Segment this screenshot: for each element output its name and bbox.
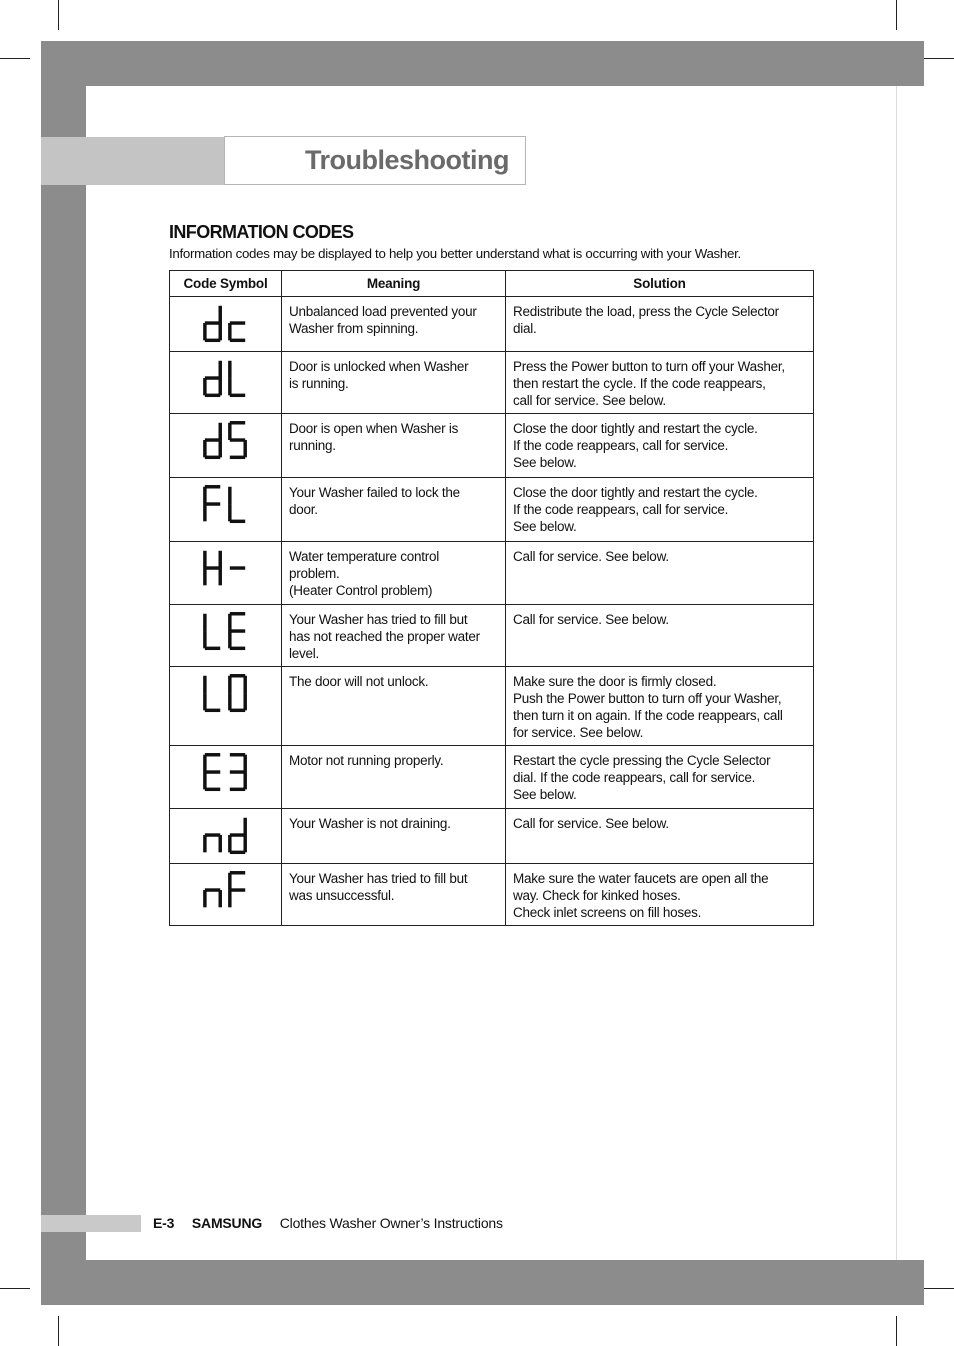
meaning-line: is running.: [289, 376, 349, 391]
solution-cell: [506, 864, 814, 926]
crop-mark: [58, 0, 59, 30]
solution-line: Redistribute the load, press the Cycle Selector: [513, 304, 779, 319]
meaning-line: running.: [289, 438, 336, 453]
page-frame-left: [41, 86, 86, 1305]
solution-cell: [506, 414, 814, 478]
solution-line: way. Check for kinked hoses.: [513, 888, 681, 903]
solution-cell: [506, 667, 814, 746]
crop-mark: [896, 0, 897, 30]
meaning-line: Motor not running properly.: [289, 753, 444, 768]
meaning-cell: [282, 746, 506, 809]
meaning-line: Your Washer has tried to fill but: [289, 871, 468, 886]
solution-line: then turn it on again. If the code reappears, call: [513, 708, 783, 723]
solution-line: dial.: [513, 321, 537, 336]
page-frame-bottom: [86, 1260, 924, 1305]
meaning-line: Washer from spinning.: [289, 321, 419, 336]
code-symbol-cell: [170, 667, 282, 746]
table-row: [170, 352, 814, 414]
title-box: [224, 136, 526, 185]
solution-cell: [506, 809, 814, 864]
crop-mark: [58, 1316, 59, 1346]
solution-cell: [506, 352, 814, 414]
document-title: Clothes Washer Owner’s Instructions: [279, 1215, 503, 1231]
solution-line: for service. See below.: [513, 725, 644, 740]
solution-line: See below.: [513, 519, 577, 534]
code-lo-display-icon: [202, 672, 250, 716]
page-number: E-3: [153, 1215, 175, 1231]
code-symbol-cell: [170, 746, 282, 809]
meaning-cell: [282, 605, 506, 667]
solution-line: Call for service. See below.: [513, 816, 669, 831]
footer: [153, 1215, 503, 1231]
code-nd-display-icon: [202, 814, 250, 858]
meaning-line: Your Washer has tried to fill but: [289, 612, 468, 627]
crop-mark: [924, 58, 954, 59]
solution-line: See below.: [513, 455, 577, 470]
solution-cell: [506, 297, 814, 352]
brand-name: SAMSUNG: [191, 1215, 263, 1231]
meaning-line: Unbalanced load prevented your: [289, 304, 477, 319]
crop-mark: [0, 58, 30, 59]
table-row: [170, 746, 814, 809]
page-title: Troubleshooting: [305, 145, 509, 175]
table-row: [170, 809, 814, 864]
header-solution: Solution: [506, 271, 814, 297]
meaning-line: problem.: [289, 566, 340, 581]
solution-line: Restart the cycle pressing the Cycle Selector: [513, 753, 771, 768]
table-row: [170, 414, 814, 478]
solution-line: If the code reappears, call for service.: [513, 438, 729, 453]
crop-mark: [924, 1288, 954, 1289]
meaning-cell: [282, 478, 506, 542]
section-heading: INFORMATION CODES: [169, 222, 354, 242]
solution-line: call for service. See below.: [513, 393, 666, 408]
solution-line: Press the Power button to turn off your Washer,: [513, 359, 785, 374]
solution-cell: [506, 542, 814, 605]
title-accent: [41, 137, 224, 185]
code-ds-display-icon: [202, 419, 250, 463]
meaning-line: The door will not unlock.: [289, 674, 429, 689]
code-h--display-icon: [202, 547, 250, 591]
meaning-line: was unsuccessful.: [289, 888, 395, 903]
intro-text: Information codes may be displayed to help you better understand what is occurring with your Washer.: [169, 246, 741, 261]
code-symbol-cell: [170, 605, 282, 667]
page-frame-top: [41, 41, 924, 86]
header-meaning: Meaning: [282, 271, 506, 297]
table-row: [170, 297, 814, 352]
solution-line: Call for service. See below.: [513, 549, 669, 564]
solution-line: dial. If the code reappears, call for service.: [513, 770, 756, 785]
solution-cell: [506, 746, 814, 809]
table-row: [170, 864, 814, 926]
meaning-cell: [282, 809, 506, 864]
meaning-line: Your Washer failed to lock the: [289, 485, 460, 500]
code-dl-display-icon: [202, 357, 250, 401]
code-symbol-cell: [170, 352, 282, 414]
solution-line: Close the door tightly and restart the cycle.: [513, 421, 758, 436]
table-row: [170, 667, 814, 746]
meaning-line: level.: [289, 646, 320, 661]
solution-line: Call for service. See below.: [513, 612, 669, 627]
code-symbol-cell: [170, 542, 282, 605]
meaning-line: (Heater Control problem): [289, 583, 433, 598]
solution-line: See below.: [513, 787, 577, 802]
table-row: [170, 478, 814, 542]
table-header-row: [170, 271, 814, 297]
meaning-line: door.: [289, 502, 318, 517]
meaning-line: Your Washer is not draining.: [289, 816, 451, 831]
information-codes-table: [169, 270, 814, 926]
solution-line: Make sure the water faucets are open all the: [513, 871, 769, 886]
footer-accent: [41, 1215, 141, 1232]
code-e3-display-icon: [202, 751, 250, 795]
solution-cell: [506, 478, 814, 542]
solution-line: Push the Power button to turn off your Washer,: [513, 691, 782, 706]
table-row: [170, 542, 814, 605]
code-symbol-cell: [170, 809, 282, 864]
solution-line: Close the door tightly and restart the cycle.: [513, 485, 758, 500]
meaning-cell: [282, 352, 506, 414]
meaning-line: Water temperature control: [289, 549, 440, 564]
header-code-symbol: Code Symbol: [170, 271, 282, 297]
meaning-line: Door is open when Washer is: [289, 421, 459, 436]
solution-cell: [506, 605, 814, 667]
solution-line: If the code reappears, call for service.: [513, 502, 729, 517]
code-dc-display-icon: [202, 302, 250, 346]
meaning-line: Door is unlocked when Washer: [289, 359, 469, 374]
meaning-cell: [282, 297, 506, 352]
code-symbol-cell: [170, 478, 282, 542]
solution-line: then restart the cycle. If the code reappears,: [513, 376, 766, 391]
meaning-line: has not reached the proper water: [289, 629, 480, 644]
solution-line: Make sure the door is firmly closed.: [513, 674, 717, 689]
code-symbol-cell: [170, 297, 282, 352]
code-symbol-cell: [170, 414, 282, 478]
meaning-cell: [282, 414, 506, 478]
code-le-display-icon: [202, 610, 250, 654]
meaning-cell: [282, 542, 506, 605]
crop-mark: [0, 1288, 30, 1289]
table-row: [170, 605, 814, 667]
code-symbol-cell: [170, 864, 282, 926]
code-nf-display-icon: [202, 869, 250, 913]
meaning-cell: [282, 667, 506, 746]
code-fl-display-icon: [202, 483, 250, 527]
crop-mark: [896, 1316, 897, 1346]
page-frame-right-line: [896, 86, 897, 1260]
meaning-cell: [282, 864, 506, 926]
solution-line: Check inlet screens on fill hoses.: [513, 905, 702, 920]
